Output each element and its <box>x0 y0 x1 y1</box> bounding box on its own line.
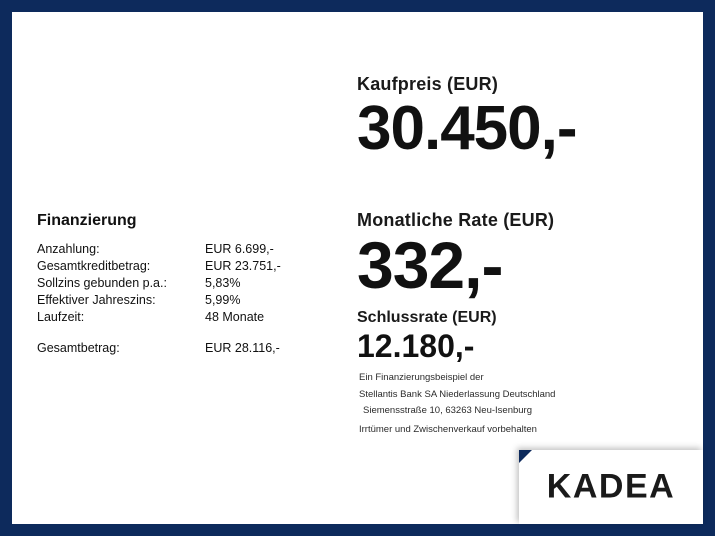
table-row <box>37 276 281 293</box>
purchase-price-label: Kaufpreis (EUR) <box>357 74 499 94</box>
table-row <box>37 242 281 259</box>
monthly-rate-label: Monatliche Rate (EUR) <box>357 210 555 230</box>
fineprint-line-1: Ein Finanzierungsbeispiel der <box>359 372 484 383</box>
financing-value: 5,83% <box>205 276 241 290</box>
total-key: Gesamtbetrag: <box>37 341 120 355</box>
financing-key: Laufzeit: <box>37 310 85 324</box>
total-value: EUR 28.116,- <box>205 341 280 355</box>
financing-key: Gesamtkreditbetrag: <box>37 259 151 273</box>
table-row <box>37 259 281 276</box>
fineprint-line-2: Stellantis Bank SA Niederlassung Deutschland <box>359 388 556 400</box>
table-row <box>37 310 281 327</box>
financing-table <box>37 242 281 358</box>
disclaimer-text: Irrtümer und Zwischenverkauf vorbehalten <box>359 424 537 435</box>
financing-key: Anzahlung: <box>37 242 100 256</box>
fineprint-block <box>359 370 699 420</box>
dealer-logo <box>519 450 703 524</box>
fineprint-line-3: Siemensstraße 10, 63263 Neu-Isenburg <box>363 405 532 417</box>
financing-value: 5,99% <box>205 293 241 307</box>
logo-text: KADEA <box>546 467 676 506</box>
financing-value: EUR 6.699,- <box>205 242 274 256</box>
final-rate-label: Schlussrate (EUR) <box>357 309 497 326</box>
financing-key: Sollzins gebunden p.a.: <box>37 276 167 290</box>
monthly-rate-value: 332,- <box>357 228 503 302</box>
logo-corner-fold-icon <box>519 450 532 463</box>
white-card <box>12 12 703 524</box>
table-row-total <box>37 341 281 358</box>
financing-title: Finanzierung <box>37 212 137 229</box>
financing-value: 48 Monate <box>205 310 265 324</box>
table-row <box>37 293 281 310</box>
final-rate-value: 12.180,- <box>357 328 475 364</box>
financing-value: EUR 23.751,- <box>205 259 281 273</box>
table-spacer <box>37 327 281 341</box>
purchase-price-value: 30.450,- <box>357 94 577 163</box>
financing-key: Effektiver Jahreszins: <box>37 293 156 307</box>
